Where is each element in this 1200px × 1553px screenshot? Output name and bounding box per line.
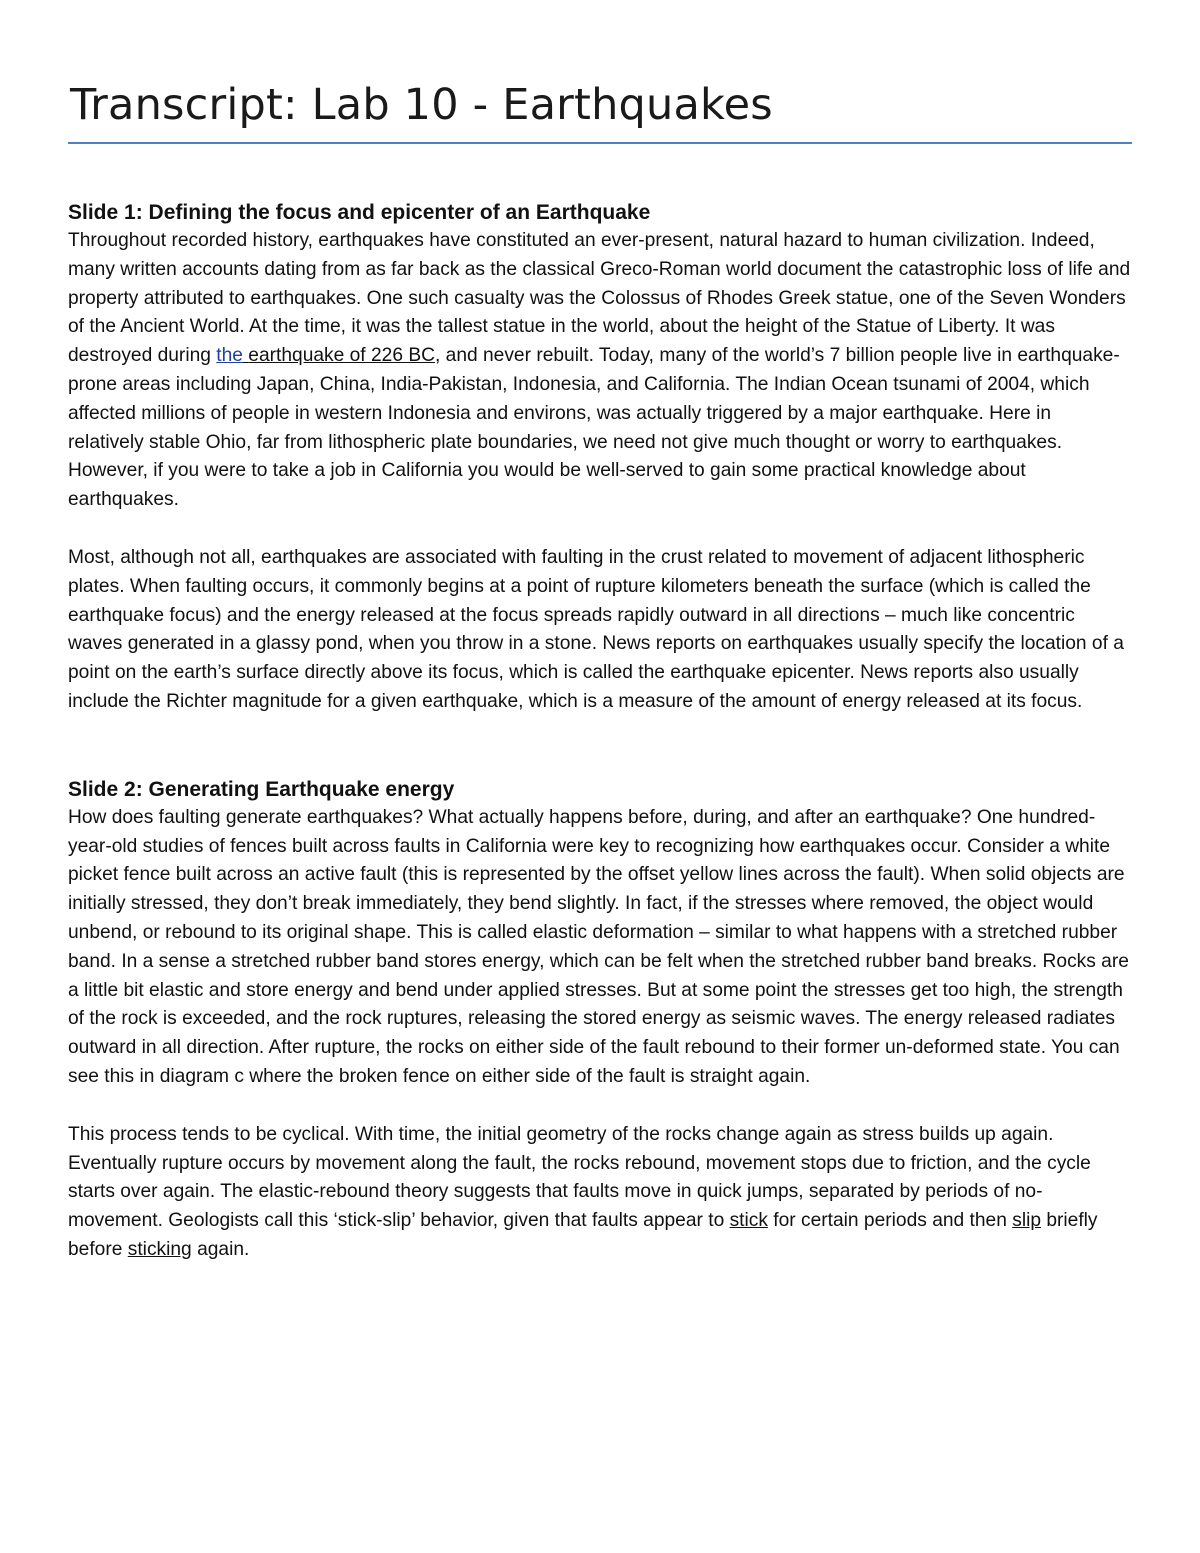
slide-1-section bbox=[68, 198, 1132, 717]
slide-1-heading: Slide 1: Defining the focus and epicenter of an Earthquake bbox=[68, 201, 651, 224]
slide-1-p1-text-b: , and never rebuilt. Today, many of the world’s 7 billion people live in earthquake-prone areas including Japan, China, India-Pakistan, Indonesia, and California. The Indian Ocean tsunami of 2004, which affected millions of people in western Indonesia and environs, was actually triggered by a major earthquake. Here in relatively stable Ohio, far from lithospheric plate boundaries, we need not give much thought or worry to earthquakes. However, if you were to take a job in California you would be well-served to gain some practical knowledge about earthquakes. bbox=[68, 345, 1120, 511]
paragraph-spacer bbox=[68, 1092, 1132, 1121]
section-spacer bbox=[68, 717, 1132, 775]
slide-1-paragraph-1 bbox=[68, 227, 1132, 515]
slide-2-heading: Slide 2: Generating Earthquake energy bbox=[68, 777, 455, 801]
paragraph-spacer bbox=[68, 515, 1132, 544]
slide-2-p2-text-b: for certain periods and then bbox=[767, 1210, 1013, 1232]
slip-underlined: slip bbox=[1012, 1210, 1042, 1232]
the-link[interactable]: the bbox=[216, 345, 243, 367]
slide-1-p1-text-a: Throughout recorded history, earthquakes have constituted an ever-present, natural hazard to human civilization. Indeed, many written accounts dating from as far back as the classical Greco-Roman world document the catastrophic loss of life and property attributed to earthquakes. One such casualty was the Colossus of Rhodes Greek statue, one of the Seven Wonders of the Ancient World. At the time, it was the tallest statue in the world, about the height of the Statue of Liberty. It was destroyed during bbox=[68, 230, 1131, 367]
slide-2-p2-text-c: briefly before bbox=[68, 1210, 1098, 1260]
slide-2-p2-text-a: This process tends to be cyclical. With time, the initial geometry of the rocks change again as stress builds up again. Eventually rupture occurs by movement along the fault, the rocks rebound, movement stops due to friction, and the cycle starts over again. The elastic-rebound theory suggests that faults move in quick jumps, separated by periods of no-movement. Geologists call this ‘stick-slip’ behavior, given that faults appear to bbox=[68, 1123, 1091, 1232]
slide-2-section bbox=[68, 775, 1132, 1265]
title-divider bbox=[68, 142, 1132, 144]
document-page bbox=[68, 78, 1132, 1265]
slide-2-paragraph-1: How does faulting generate earthquakes? What actually happens before, during, and after an earthquake? One hundred-year-old studies of fences built across faults in California were key to recognizing how earthquakes occur. Consider a white picket fence built across an active fault (this is represented by the offset yellow lines across the fault). When solid objects are initially stressed, they don’t break immediately, they bend slightly. In fact, if the stresses where removed, the object would unbend, or rebound to its original shape. This is called elastic deformation – similar to what happens with a stretched rubber band. In a sense a stretched rubber band stores energy, which can be felt when the stretched rubber band breaks. Rocks are a little bit elastic and store energy and bend under applied stresses. But at some point the stresses get too high, the strength of the rock is exceeded, and the rock ruptures, releasing the stored energy as seismic waves. The energy released radiates outward in all direction. After rupture, the rocks on either side of the fault rebound to their former un-deformed state. You can see this in diagram c where the broken fence on either side of the fault is straight again. bbox=[68, 806, 1129, 1087]
slide-2-p2-text-d: again. bbox=[191, 1238, 250, 1260]
sticking-underlined: sticking bbox=[127, 1238, 192, 1260]
document-title: Transcript: Lab 10 - Earthquakes bbox=[70, 80, 773, 130]
slide-1-paragraph-2: Most, although not all, earthquakes are associated with faulting in the crust related to movement of adjacent lithospheric plates. When faulting occurs, it commonly begins at a point of rupture kilometers beneath the surface (which is called the earthquake focus) and the energy released at the focus spreads rapidly outward in all directions – much like concentric waves generated in a glassy pond, when you throw in a stone. News reports on earthquakes usually specify the location of a point on the earth’s surface directly above its focus, which is called the earthquake epicenter. News reports also usually include the Richter magnitude for a given earthquake, which is a measure of the amount of energy released at its focus. bbox=[68, 546, 1124, 712]
earthquake-226bc-underlined: earthquake of 226 BC bbox=[248, 345, 435, 367]
stick-underlined: stick bbox=[729, 1210, 768, 1232]
slide-2-paragraph-2 bbox=[68, 1121, 1132, 1265]
